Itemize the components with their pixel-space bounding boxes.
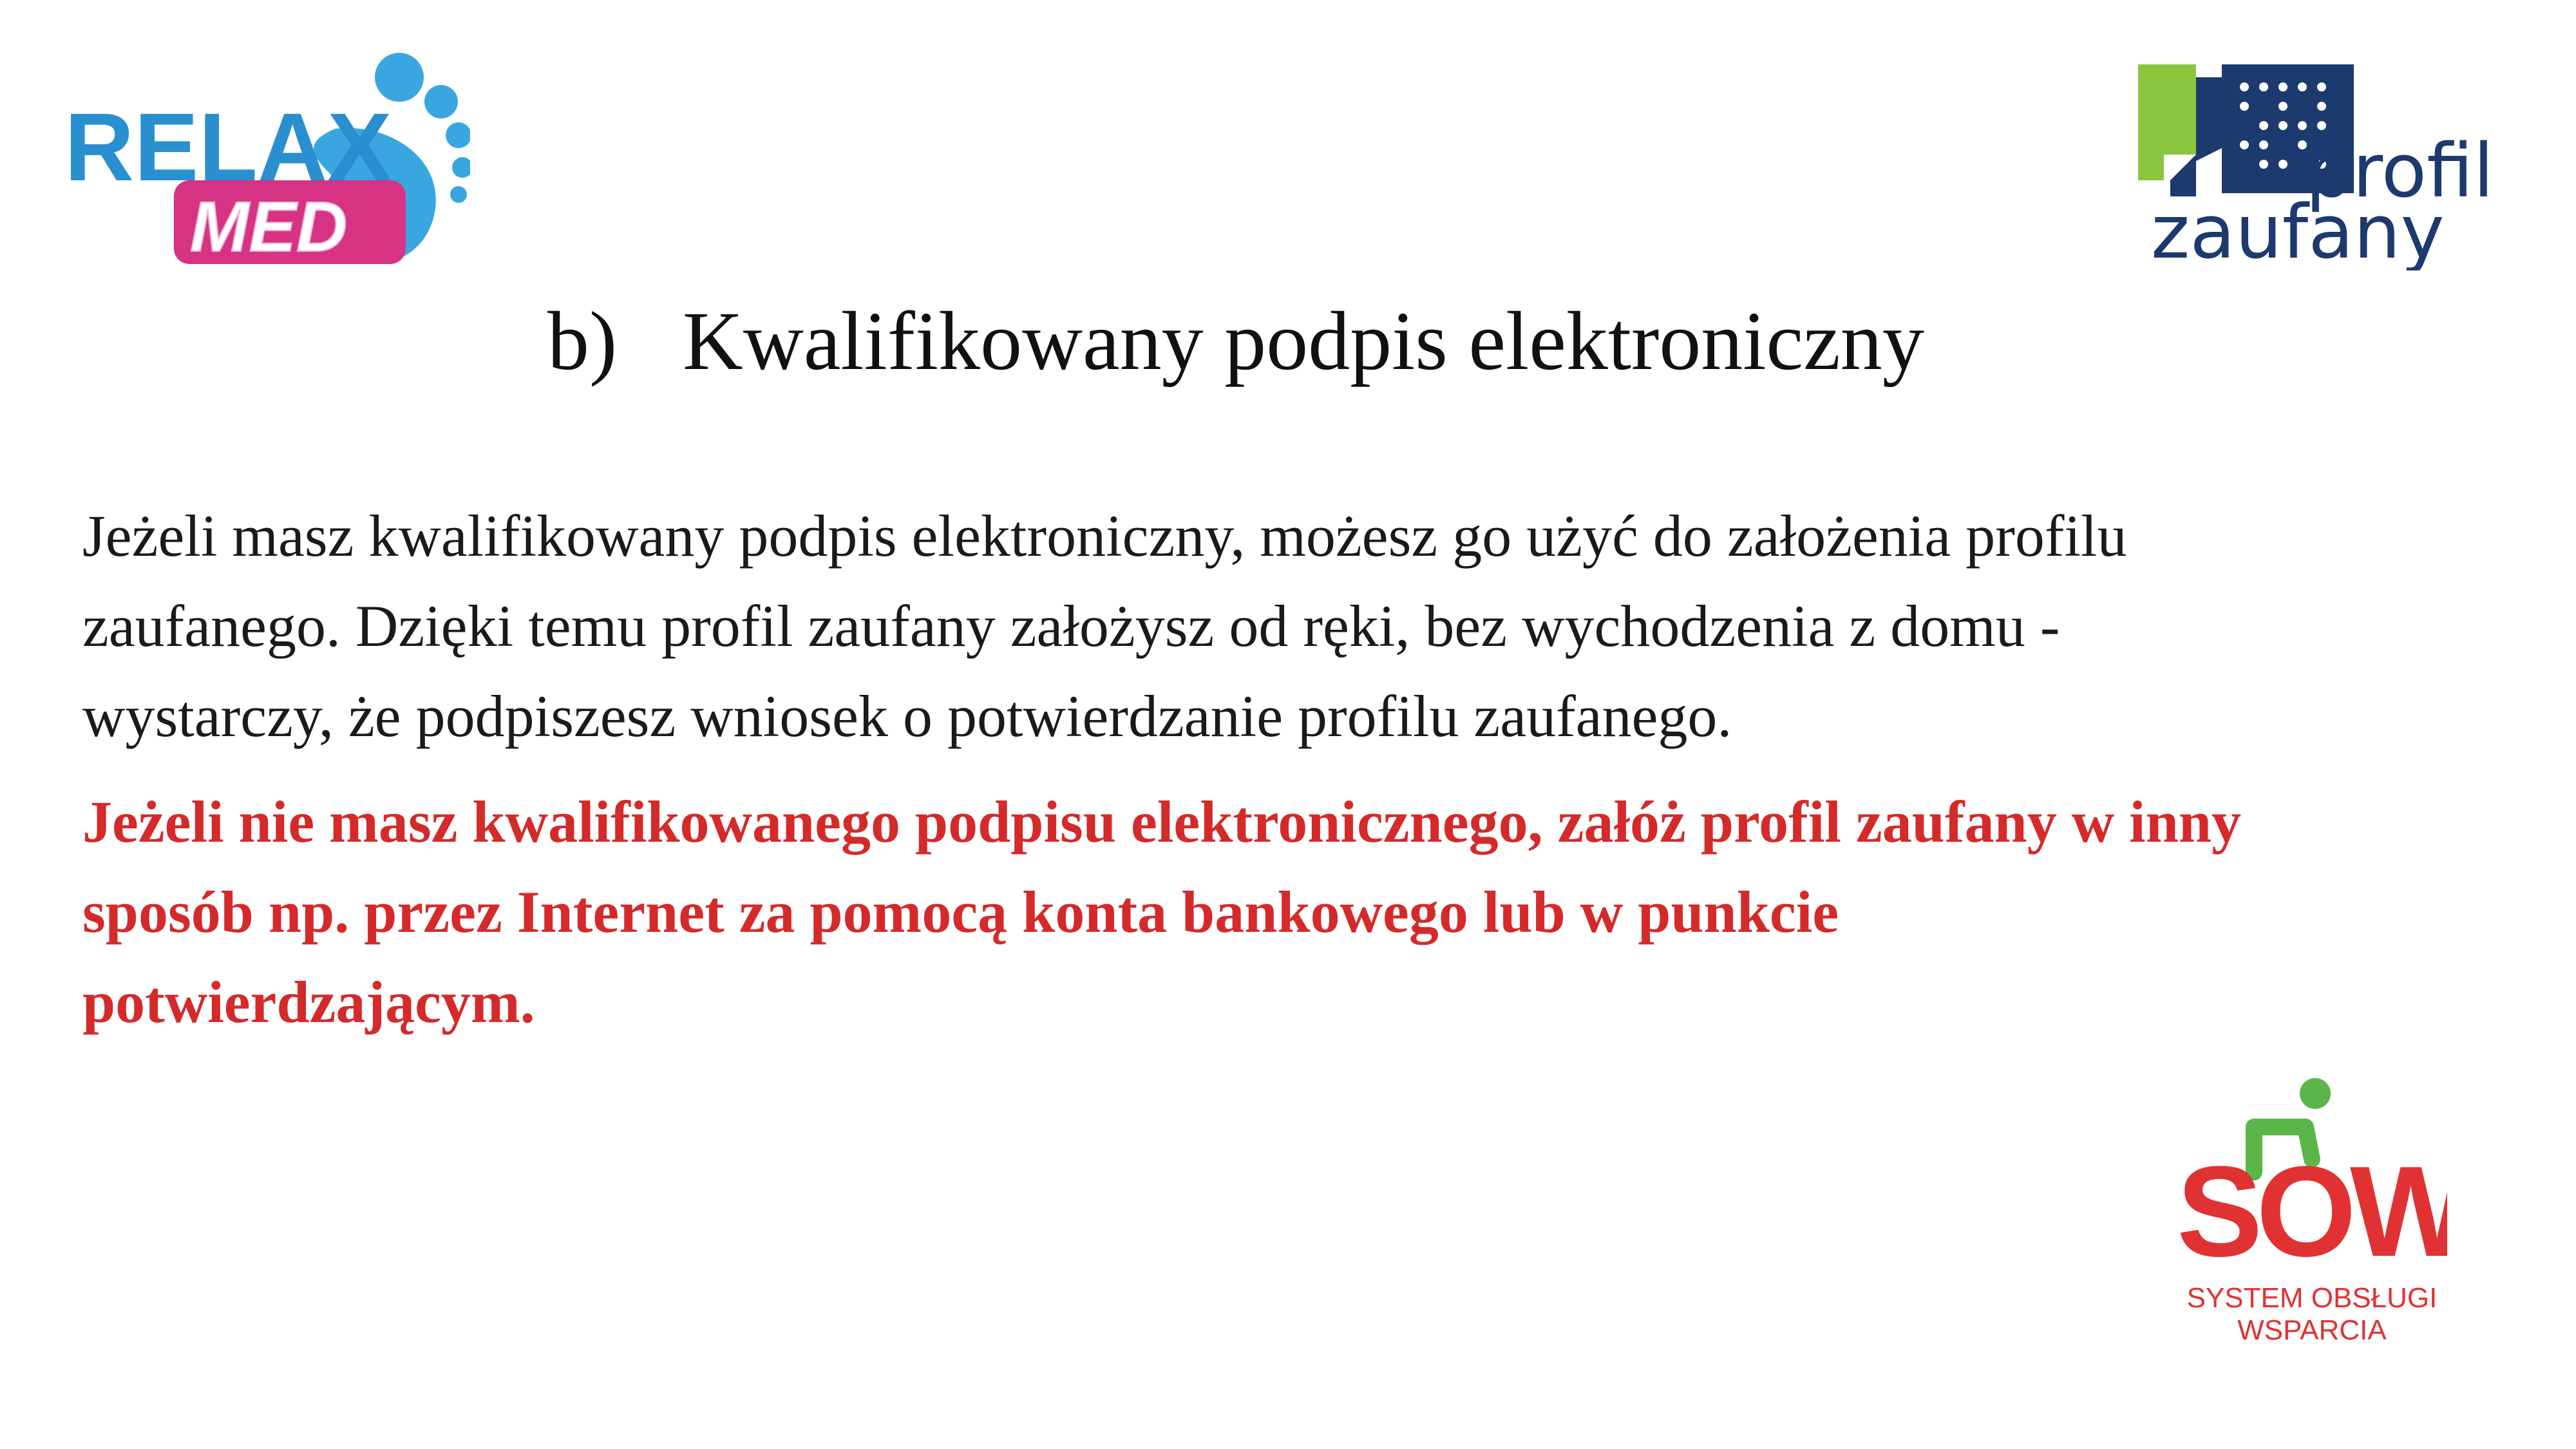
sow-tagline-line1: SYSTEM OBSŁUGI (2186, 1282, 2438, 1314)
sow-logo (2177, 1075, 2447, 1352)
zaufany-wordmark: zaufany (2151, 189, 2445, 270)
paragraph-line: wystarczy, że podpiszesz wniosek o potwierdzanie profilu zaufanego. (82, 683, 1732, 749)
paragraph-line: Jeżeli masz kwalifikowany podpis elektroniczny, możesz go użyć do założenia profilu (82, 503, 2127, 569)
paragraph-line: zaufanego. Dzięki temu profil zaufany założysz od ręki, bez wychodzenia z domu - (82, 593, 2060, 659)
list-marker: b) (547, 295, 618, 388)
profile-head-icon (2125, 58, 2531, 270)
paragraph-alternative (82, 777, 2401, 1047)
slide-title (547, 293, 2286, 390)
title-text: Kwalifikowany podpis elektroniczny (683, 295, 1924, 388)
paragraph-line: sposób np. przez Internet za pomocą konta bankowego lub w punkcie (82, 879, 1839, 945)
paragraph-info (82, 491, 2401, 761)
profil-zaufany-logo (2125, 58, 2531, 270)
relax-med-logo (58, 52, 470, 283)
profil-wordmark: profil (2306, 128, 2494, 214)
relax-wordmark: RELAX (64, 93, 392, 201)
paragraph-line: potwierdzającym. (82, 969, 535, 1035)
paragraph-line: Jeżeli nie masz kwalifikowanego podpisu elektronicznego, załóż profil zaufany w inny (82, 789, 2242, 855)
sow-wordmark: SOW (2177, 1140, 2447, 1283)
med-wordmark: MED (190, 187, 348, 267)
footprint-icon (58, 52, 470, 283)
wheelchair-person-icon (2177, 1075, 2447, 1352)
sow-tagline-line2: WSPARCIA (2237, 1314, 2387, 1346)
